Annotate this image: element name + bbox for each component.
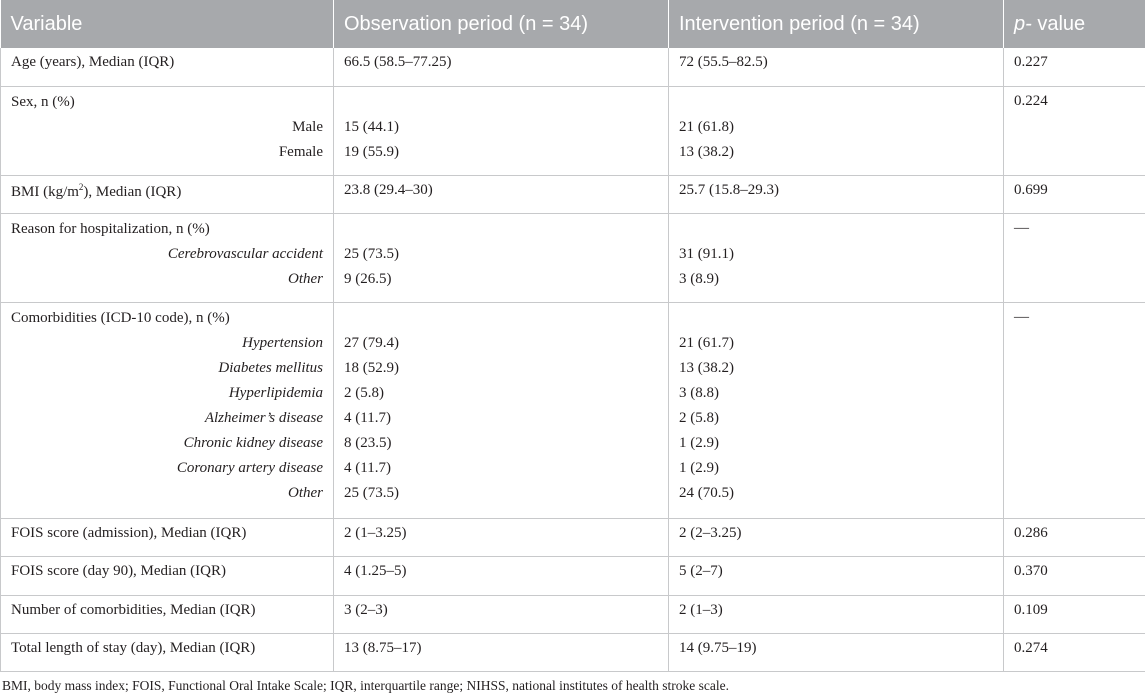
row-label: Reason for hospitalization, n (%)	[11, 220, 210, 237]
cell-intervention: 25.7 (15.8–29.3)	[669, 175, 1004, 213]
cell-p-value: 0.109	[1004, 595, 1145, 633]
cell-p-value: —	[1004, 213, 1145, 302]
sub-label: Coronary artery disease	[176, 459, 323, 476]
cell-intervention: 2 (2–3.25)	[669, 518, 1004, 556]
value: 8 (23.5)	[344, 434, 392, 451]
value: 3 (8.8)	[679, 384, 719, 401]
table-row-num-comorbidities	[1, 595, 1145, 633]
value: 4 (11.7)	[344, 459, 391, 476]
cell-observation: 66.5 (58.5–77.25)	[334, 48, 669, 86]
value-female: 13 (38.2)	[679, 143, 734, 160]
cell-observation	[334, 302, 669, 518]
cell-intervention: 2 (1–3)	[669, 595, 1004, 633]
sub-label: Chronic kidney disease	[183, 434, 323, 451]
sub-label: Hypertension	[242, 334, 323, 351]
value: 27 (79.4)	[344, 334, 399, 351]
cell-observation	[334, 86, 669, 175]
value: 31 (91.1)	[679, 245, 734, 262]
header-p-rest: value	[1031, 12, 1086, 35]
table-row-comorbidities	[1, 302, 1145, 518]
cell-p-value: 0.224	[1004, 86, 1145, 175]
cell-observation: 13 (8.75–17)	[334, 633, 669, 671]
sub-label: Diabetes mellitus	[218, 359, 323, 376]
value-female: 19 (55.9)	[344, 143, 399, 160]
cell-observation: 3 (2–3)	[334, 595, 669, 633]
table-row-reason	[1, 213, 1145, 302]
sub-label-female: Female	[278, 143, 323, 160]
row-label: Comorbidities (ICD-10 code), n (%)	[11, 309, 230, 326]
table-row-length-of-stay	[1, 633, 1145, 671]
value: 2 (5.8)	[344, 384, 384, 401]
sub-label: Cerebrovascular accident	[167, 245, 323, 262]
value: 24 (70.5)	[679, 484, 734, 501]
cell-p-value: 0.227	[1004, 48, 1145, 86]
cell-label	[1, 213, 334, 302]
value: 25 (73.5)	[344, 245, 399, 262]
sub-label-male: Male	[292, 118, 323, 135]
value: 2 (5.8)	[679, 409, 719, 426]
cell-intervention	[669, 302, 1004, 518]
cell-label: Total length of stay (day), Median (IQR)	[1, 633, 334, 671]
value: 1 (2.9)	[679, 459, 719, 476]
header-p-value	[1004, 0, 1145, 48]
sub-label: Hyperlipidemia	[228, 384, 323, 401]
cell-p-value: 0.274	[1004, 633, 1145, 671]
cell-observation: 23.8 (29.4–30)	[334, 175, 669, 213]
table-row-fois-admission	[1, 518, 1145, 556]
value: 13 (38.2)	[679, 359, 734, 376]
cell-p-value: —	[1004, 302, 1145, 518]
cell-intervention: 72 (55.5–82.5)	[669, 48, 1004, 86]
value: 25 (73.5)	[344, 484, 399, 501]
header-row	[1, 0, 1145, 48]
table-row-bmi	[1, 175, 1145, 213]
cell-label: Age (years), Median (IQR)	[1, 48, 334, 86]
value-male: 21 (61.8)	[679, 118, 734, 135]
header-intervention: Intervention period (n = 34)	[669, 0, 1004, 48]
cell-intervention: 5 (2–7)	[669, 556, 1004, 595]
cell-label: BMI $(kg/m^2)$, Median (IQR)	[1, 175, 334, 213]
cell-label: Number of comorbidities, Median (IQR)	[1, 595, 334, 633]
value: 9 (26.5)	[344, 270, 392, 287]
cell-intervention	[669, 86, 1004, 175]
value: 3 (8.9)	[679, 270, 719, 287]
value: 1 (2.9)	[679, 434, 719, 451]
cell-label	[1, 302, 334, 518]
row-label: Sex, n (%)	[11, 93, 75, 110]
header-variable: Variable	[1, 0, 334, 48]
sub-label: Other	[288, 484, 323, 501]
cell-observation: 2 (1–3.25)	[334, 518, 669, 556]
cell-p-value: 0.286	[1004, 518, 1145, 556]
sub-label: Alzheimer’s disease	[204, 409, 323, 426]
cell-intervention	[669, 213, 1004, 302]
table-footnote: BMI, body mass index; FOIS, Functional Oral Intake Scale; IQR, interquartile range; NIHSS, national institutes of health stroke scale.	[2, 678, 729, 693]
value-male: 15 (44.1)	[344, 118, 399, 135]
value: 4 (11.7)	[344, 409, 391, 426]
cell-observation	[334, 213, 669, 302]
cell-label: FOIS score (admission), Median (IQR)	[1, 518, 334, 556]
table-row-age	[1, 48, 1145, 86]
cell-p-value: 0.370	[1004, 556, 1145, 595]
header-p-italic: p-	[1014, 12, 1032, 35]
sub-label: Other	[288, 270, 323, 287]
table-row-fois-day90	[1, 556, 1145, 595]
header-observation: Observation period (n = 34)	[334, 0, 669, 48]
cell-label: FOIS score (day 90), Median (IQR)	[1, 556, 334, 595]
cell-observation: 4 (1.25–5)	[334, 556, 669, 595]
cell-intervention: 14 (9.75–19)	[669, 633, 1004, 671]
value: 18 (52.9)	[344, 359, 399, 376]
cell-label	[1, 86, 334, 175]
cell-p-value: 0.699	[1004, 175, 1145, 213]
table-row-sex	[1, 86, 1145, 175]
value: 21 (61.7)	[679, 334, 734, 351]
